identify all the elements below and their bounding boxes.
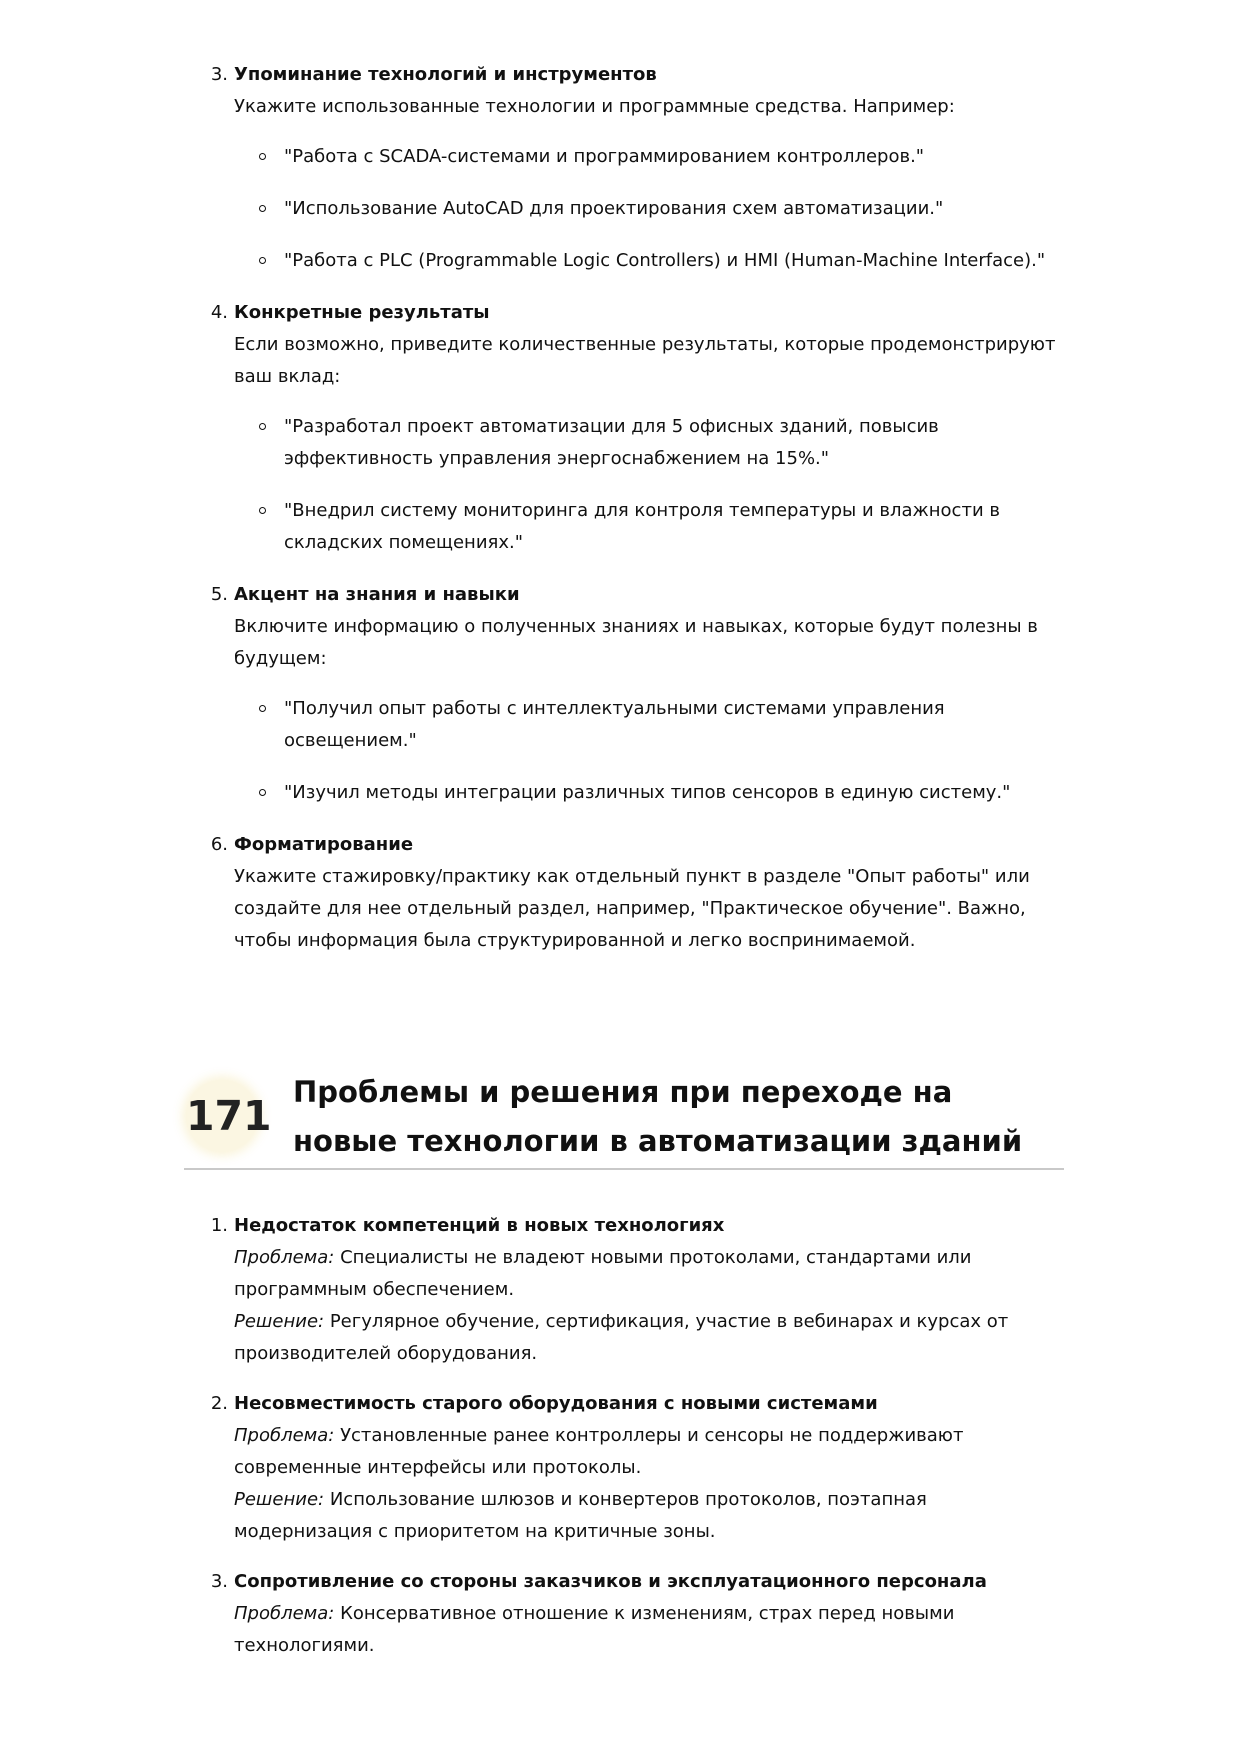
example-item: "Получил опыт работы с интеллектуальными системами управления освещением." bbox=[234, 693, 1064, 757]
example-item: "Работа с SCADA-системами и программированием контроллеров." bbox=[234, 141, 1064, 173]
problems-list bbox=[204, 1210, 1064, 1680]
example-list bbox=[234, 693, 1064, 809]
item-text: Если возможно, приведите количественные результаты, которые продемонстрируют ваш вклад: bbox=[234, 334, 1056, 387]
section-header bbox=[184, 1068, 1064, 1170]
example-list bbox=[234, 141, 1064, 277]
list-item bbox=[204, 59, 1064, 277]
circle-bullet-icon bbox=[259, 789, 266, 796]
item-title: Упоминание технологий и инструментов bbox=[234, 64, 657, 85]
item-number: 1. bbox=[210, 1215, 228, 1236]
item-title: Несовместимость старого оборудования с новыми системами bbox=[234, 1393, 878, 1414]
item-title: Форматирование bbox=[234, 834, 414, 855]
problem-text: Проблема: Специалисты не владеют новыми протоколами, стандартами или программным обеспечением. bbox=[234, 1247, 972, 1300]
circle-bullet-icon bbox=[259, 153, 266, 160]
example-item: "Изучил методы интеграции различных типов сенсоров в единую систему." bbox=[234, 777, 1064, 809]
item-number: 4. bbox=[210, 302, 228, 323]
list-item bbox=[204, 297, 1064, 559]
item-title: Сопротивление со стороны заказчиков и эксплуатационного персонала bbox=[234, 1571, 987, 1592]
item-number: 2. bbox=[210, 1393, 228, 1414]
circle-bullet-icon bbox=[259, 507, 266, 514]
item-title: Конкретные результаты bbox=[234, 302, 490, 323]
example-item: "Использование AutoCAD для проектирования схем автоматизации." bbox=[234, 193, 1064, 225]
list-item bbox=[204, 579, 1064, 809]
example-list bbox=[234, 411, 1064, 559]
item-text: Укажите использованные технологии и программные средства. Например: bbox=[234, 96, 955, 117]
section-number-badge: 171 bbox=[186, 1080, 258, 1152]
circle-bullet-icon bbox=[259, 205, 266, 212]
recommendations-list bbox=[204, 59, 1064, 975]
circle-bullet-icon bbox=[259, 423, 266, 430]
list-item bbox=[204, 1566, 1064, 1662]
circle-bullet-icon bbox=[259, 705, 266, 712]
problem-label: Проблема: bbox=[234, 1603, 335, 1624]
item-text: Укажите стажировку/практику как отдельный пункт в разделе "Опыт работы" или создайте для нее отдельный раздел, например, "Практическое обучение". Важно, чтобы информация была структурированной и легко воспринимаемой. bbox=[234, 866, 1030, 951]
list-item bbox=[204, 829, 1064, 957]
problem-label: Проблема: bbox=[234, 1425, 335, 1446]
example-item: "Работа с PLC (Programmable Logic Controllers) и HMI (Human-Machine Interface)." bbox=[234, 245, 1064, 277]
example-item: "Внедрил систему мониторинга для контроля температуры и влажности в складских помещениях." bbox=[234, 495, 1064, 559]
list-item bbox=[204, 1388, 1064, 1548]
problem-text: Проблема: Консервативное отношение к изменениям, страх перед новыми технологиями. bbox=[234, 1603, 955, 1656]
solution-text: Решение: Регулярное обучение, сертификация, участие в вебинарах и курсах от производителей оборудования. bbox=[234, 1311, 1009, 1364]
item-text: Включите информацию о полученных знаниях и навыках, которые будут полезны в будущем: bbox=[234, 616, 1038, 669]
item-title: Недостаток компетенций в новых технологиях bbox=[234, 1215, 725, 1236]
problem-text: Проблема: Установленные ранее контроллеры и сенсоры не поддерживают современные интерфейсы или протоколы. bbox=[234, 1425, 964, 1478]
item-number: 5. bbox=[210, 584, 228, 605]
section-title: Проблемы и решения при переходе на новые технологии в автоматизации зданий bbox=[293, 1075, 1023, 1158]
list-item bbox=[204, 1210, 1064, 1370]
item-title: Акцент на знания и навыки bbox=[234, 584, 520, 605]
item-number: 6. bbox=[210, 834, 228, 855]
example-item: "Разработал проект автоматизации для 5 офисных зданий, повысив эффективность управления энергоснабжением на 15%." bbox=[234, 411, 1064, 475]
item-number: 3. bbox=[210, 64, 228, 85]
solution-label: Решение: bbox=[234, 1311, 325, 1332]
circle-bullet-icon bbox=[259, 257, 266, 264]
solution-label: Решение: bbox=[234, 1489, 325, 1510]
solution-text: Решение: Использование шлюзов и конвертеров протоколов, поэтапная модернизация с приоритетом на критичные зоны. bbox=[234, 1489, 927, 1542]
problem-label: Проблема: bbox=[234, 1247, 335, 1268]
item-number: 3. bbox=[210, 1571, 228, 1592]
